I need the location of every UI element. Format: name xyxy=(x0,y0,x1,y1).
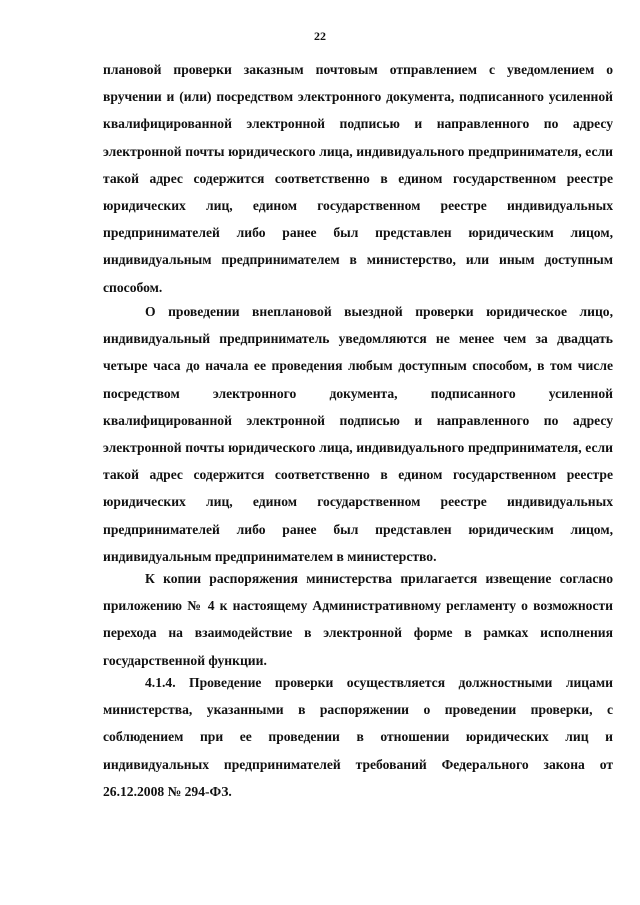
paragraph-order-copy-attachment xyxy=(103,565,613,674)
paragraph-text: О проведении внеплановой выездной проверки юридическое лицо, индивидуальный предприниматель уведомляются не менее чем за двадцать четыре часа до начала ее проведения любым доступным способом, в том числе посредством электронного документа, подписанного усиленной квалифицированной электронной подписью и направленного по адресу электронной почты юридического лица, индивидуального предпринимателя, если такой адрес содержится соответственно в едином государственном реестре юридических лиц, едином государственном реестре индивидуальных предпринимателей либо ранее был представлен юридическим лицом, индивидуальным предпринимателем в министерство. xyxy=(103,304,613,564)
paragraph-continuation xyxy=(103,56,613,301)
page-number: 22 xyxy=(314,29,326,43)
paragraph-text: К копии распоряжения министерства прилагается извещение согласно приложению № 4 к настоящему Административному регламенту о возможности перехода на взаимодействие в электронной форме в рамках исполнения государственной функции. xyxy=(103,571,613,668)
paragraph-unscheduled-inspection-notice xyxy=(103,298,613,570)
paragraph-section-4-1-4 xyxy=(103,669,613,805)
paragraph-text: плановой проверки заказным почтовым отправлением с уведомлением о вручении и (или) посредством электронного документа, подписанного усиленной квалифицированной электронной подписью и направленного по адресу электронной почты юридического лица, индивидуального предпринимателя, если такой адрес содержится соответственно в едином государственном реестре юридических лиц, едином государственном реестре индивидуальных предпринимателей либо ранее был представлен юридическим лицом, индивидуальным предпринимателем в министерство, или иным доступным способом. xyxy=(103,62,613,295)
paragraph-text: 4.1.4. Проведение проверки осуществляется должностными лицами министерства, указанными в распоряжении о проведении проверки, с соблюдением при ее проведении в отношении юридических лиц и индивидуальных предпринимателей требований Федерального закона от 26.12.2008 № 294-ФЗ. xyxy=(103,675,613,799)
